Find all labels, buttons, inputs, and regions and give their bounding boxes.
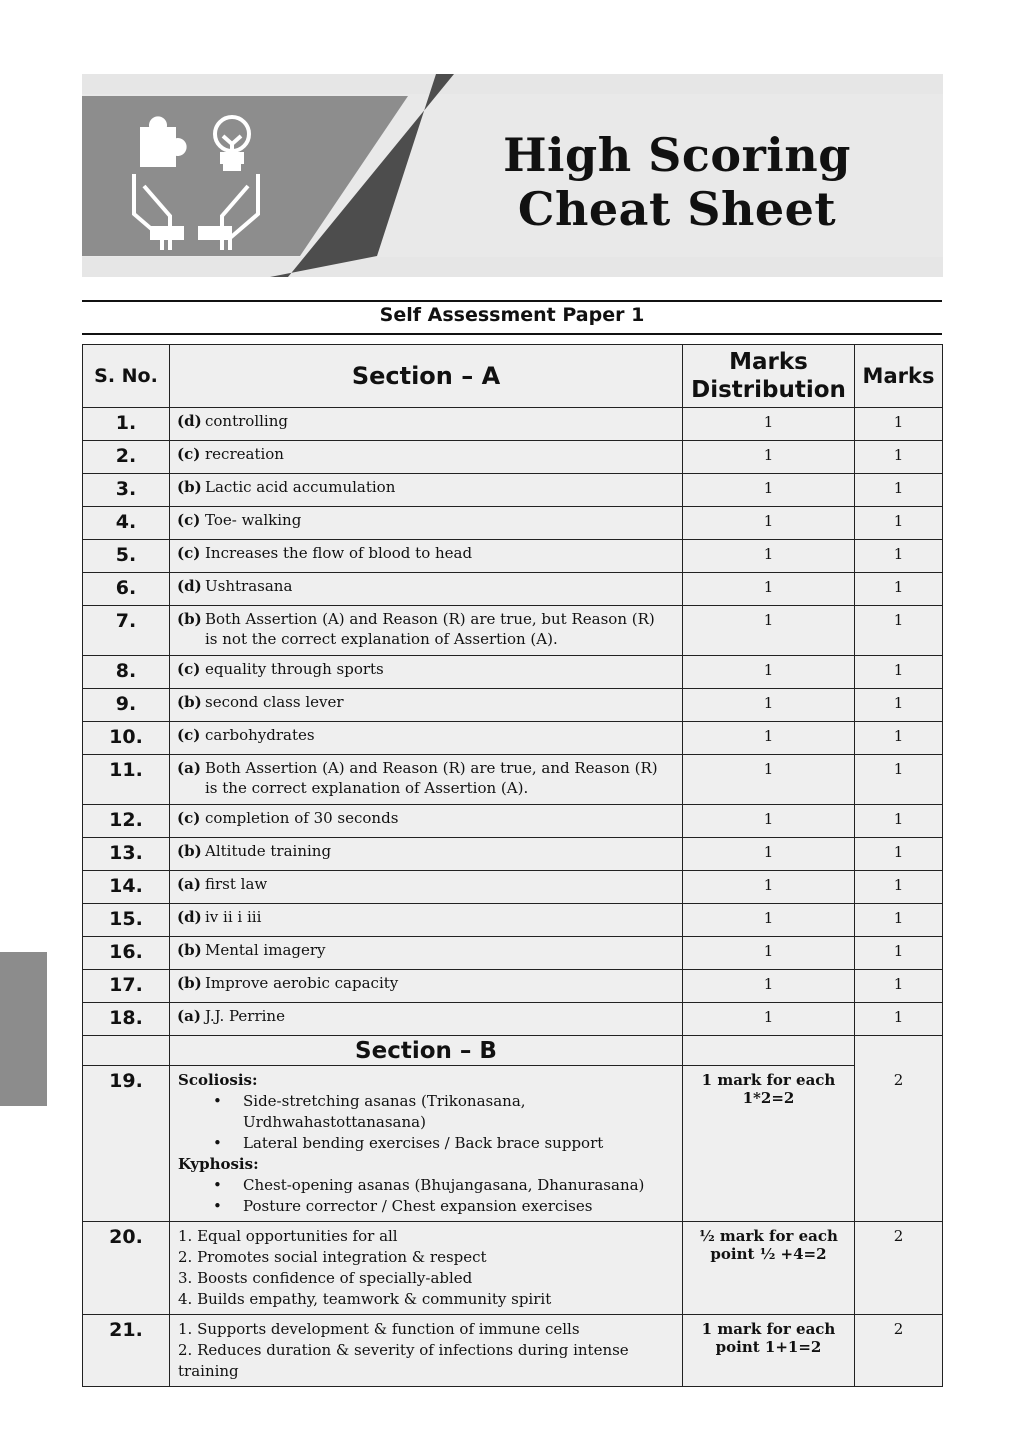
header-marks-distribution: Marks Distribution [683,345,855,408]
answer-text: controlling [205,412,288,430]
marks-distribution-cell: 1 [683,408,855,441]
table-row [83,838,943,871]
answer-option: (a) [177,759,201,777]
q21-distribution [683,1315,855,1387]
marks-distribution-cell: 1 [683,904,855,937]
marks-distribution-cell: 1 [683,441,855,474]
table-row-20 [83,1222,943,1315]
answer-text: completion of 30 seconds [205,809,399,827]
marks-cell: 1 [855,904,943,937]
answer-option: (c) [177,445,201,463]
q21-dist-line-2: point [715,1338,760,1356]
answer-text: Altitude training [205,842,332,860]
table-row [83,656,943,689]
answer-option: (c) [177,809,201,827]
header-section-a: Section – A [170,345,683,408]
marks-cell: 1 [855,722,943,755]
answer-option: (b) [177,610,202,628]
q20-point-2: 2. Promotes social integration & respect [178,1248,487,1266]
table-row [83,573,943,606]
table-row [83,722,943,755]
answer-cell [170,970,683,1003]
section-b-body [83,1036,943,1387]
q19-dist-line-1: 1 mark for each [701,1071,836,1089]
answer-cell [170,755,683,805]
answer-cell [170,408,683,441]
q19-kyphosis-point-1: • Chest-opening asanas (Bhujangasana, Dhanurasana) [178,1175,674,1196]
answer-cell [170,573,683,606]
answer-cell [170,606,683,656]
answer-cell [170,838,683,871]
q20-point-4: 4. Builds empathy, teamwork & community spirit [178,1290,552,1308]
section-b-title-row [83,1036,943,1066]
table-row [83,970,943,1003]
answer-text: recreation [205,445,284,463]
q21-number: 21. [83,1315,170,1387]
paper-subtitle: Self Assessment Paper 1 [379,304,645,326]
q19-scoliosis-heading: Scoliosis: [178,1071,258,1089]
q19-scoliosis-point-2: • Lateral bending exercises / Back brace support [178,1133,674,1154]
marks-cell: 1 [855,805,943,838]
question-number: 6. [83,573,170,606]
side-tab [0,952,47,1106]
question-number: 1. [83,408,170,441]
answer-text: carbohydrates [205,726,315,744]
header-marks: Marks [855,345,943,408]
q20-answer [170,1222,683,1315]
marks-distribution-cell: 1 [683,937,855,970]
q20-dist-line-2: point [710,1245,755,1263]
question-number: 9. [83,689,170,722]
answer-cell [170,540,683,573]
q20-dist-line-3: ½ +4=2 [759,1245,827,1263]
marks-cell: 1 [855,755,943,805]
q19-answer [170,1066,683,1222]
table-row [83,937,943,970]
page-title: High Scoring Cheat Sheet [503,128,851,236]
header-banner [82,74,943,277]
question-number: 18. [83,1003,170,1036]
marks-cell: 1 [855,540,943,573]
marks-distribution-cell: 1 [683,838,855,871]
section-b-empty-cell [83,1036,170,1066]
section-b-empty-dist [683,1036,855,1066]
marks-cell: 1 [855,838,943,871]
q21-answer [170,1315,683,1387]
table-row [83,474,943,507]
marks-distribution-cell: 1 [683,689,855,722]
marks-cell: 1 [855,656,943,689]
answer-cell [170,474,683,507]
table-row [83,689,943,722]
answer-text: first law [205,875,268,893]
answer-text: equality through sports [205,660,384,678]
marks-cell: 1 [855,937,943,970]
marks-cell: 1 [855,573,943,606]
q21-point-2: 2. Reduces duration & severity of infections during intense training [178,1341,629,1380]
answer-option: (b) [177,842,202,860]
marks-distribution-cell: 1 [683,540,855,573]
question-number: 14. [83,871,170,904]
answer-cell [170,805,683,838]
q20-distribution [683,1222,855,1315]
answer-option: (c) [177,544,201,562]
answer-text: Lactic acid accumulation [205,478,396,496]
table-row [83,441,943,474]
table-row [83,540,943,573]
answer-option: (b) [177,693,202,711]
q21-marks: 2 [855,1315,943,1387]
answer-option: (c) [177,660,201,678]
q20-marks: 2 [855,1222,943,1315]
answer-cell [170,689,683,722]
answer-option: (a) [177,1007,201,1025]
answer-option: (b) [177,941,202,959]
answer-cell [170,1003,683,1036]
table-row [83,507,943,540]
marks-distribution-cell: 1 [683,507,855,540]
answer-option: (d) [177,908,202,926]
answer-text: J.J. Perrine [205,1007,285,1025]
bottom-rule [82,333,942,335]
marks-distribution-cell: 1 [683,573,855,606]
answer-text: Toe- walking [205,511,302,529]
question-number: 11. [83,755,170,805]
marks-cell: 1 [855,1003,943,1036]
answer-option: (a) [177,875,201,893]
question-number: 7. [83,606,170,656]
table-row [83,606,943,656]
answer-cell [170,871,683,904]
q19-kyphosis-heading: Kyphosis: [178,1155,259,1173]
question-number: 16. [83,937,170,970]
q19-dist-line-2: 1*2=2 [742,1089,795,1107]
table-row [83,1003,943,1036]
question-number: 12. [83,805,170,838]
answer-text: second class lever [205,693,344,711]
table-row [83,408,943,441]
table-row-19 [83,1066,943,1222]
marks-distribution-cell: 1 [683,970,855,1003]
answer-text: Increases the flow of blood to head [205,544,473,562]
question-number: 17. [83,970,170,1003]
marks-cell: 1 [855,970,943,1003]
table-row [83,871,943,904]
question-number: 4. [83,507,170,540]
marks-distribution-cell: 1 [683,474,855,507]
marks-cell: 1 [855,474,943,507]
answer-cell [170,441,683,474]
answer-option: (c) [177,726,201,744]
section-b-title: Section – B [170,1036,683,1066]
marks-distribution-cell: 1 [683,606,855,656]
question-number: 15. [83,904,170,937]
q20-point-1: 1. Equal opportunities for all [178,1227,398,1245]
q19-marks: 2 [855,1066,943,1222]
q19-number: 19. [83,1066,170,1222]
marks-cell: 1 [855,689,943,722]
marks-distribution-cell: 1 [683,722,855,755]
answer-cell [170,507,683,540]
marks-cell: 1 [855,408,943,441]
question-number: 2. [83,441,170,474]
marks-distribution-cell: 1 [683,871,855,904]
answer-option: (d) [177,412,202,430]
answer-cell [170,904,683,937]
answer-cell [170,937,683,970]
question-number: 13. [83,838,170,871]
top-rule [82,300,942,302]
q20-point-3: 3. Boosts confidence of specially-abled [178,1269,473,1287]
marks-distribution-cell: 1 [683,755,855,805]
table-row [83,755,943,805]
answer-text: Mental imagery [205,941,326,959]
q20-number: 20. [83,1222,170,1315]
question-number: 3. [83,474,170,507]
table-row [83,904,943,937]
answer-text: iv ii i iii [205,908,262,926]
marks-distribution-cell: 1 [683,1003,855,1036]
q21-dist-line-3: 1+1=2 [764,1338,822,1356]
marks-distribution-cell: 1 [683,805,855,838]
q20-dist-line-1: ½ mark for each [699,1227,838,1245]
q19-kyphosis-point-2: • Posture corrector / Chest expansion exercises [178,1196,674,1217]
answer-option: (b) [177,974,202,992]
answer-key-table [82,344,943,1387]
marks-distribution-cell: 1 [683,656,855,689]
marks-cell: 1 [855,871,943,904]
table-row [83,805,943,838]
answer-option: (b) [177,478,202,496]
q19-distribution [683,1066,855,1222]
table-row-21 [83,1315,943,1387]
answer-cell [170,656,683,689]
answer-cell [170,722,683,755]
answer-text: Both Assertion (A) and Reason (R) are true, and Reason (R) is the correct explanation of Assertion (A). [205,759,658,797]
section-a-body [83,408,943,1036]
answer-text: Ushtrasana [205,577,293,595]
header-sno: S. No. [83,345,170,408]
answer-text: Improve aerobic capacity [205,974,399,992]
question-number: 10. [83,722,170,755]
marks-cell: 1 [855,606,943,656]
marks-cell: 1 [855,507,943,540]
answer-option: (d) [177,577,202,595]
answer-option: (c) [177,511,201,529]
section-b-empty-marks [855,1036,943,1066]
q19-scoliosis-point-1: • Side-stretching asanas (Trikonasana, Urdhwahastottanasana) [178,1091,674,1133]
marks-cell: 1 [855,441,943,474]
q21-point-1: 1. Supports development & function of immune cells [178,1320,580,1338]
answer-text: Both Assertion (A) and Reason (R) are true, but Reason (R) is not the correct explanation of Assertion (A). [205,610,655,648]
table-header-row [83,345,943,408]
question-number: 8. [83,656,170,689]
question-number: 5. [83,540,170,573]
q21-dist-line-1: 1 mark for each [701,1320,836,1338]
